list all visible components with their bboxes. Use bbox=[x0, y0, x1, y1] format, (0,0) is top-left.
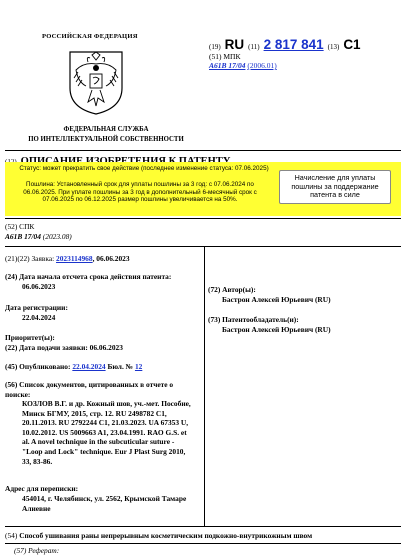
country-code: RU bbox=[224, 37, 245, 52]
term-start-value: 06.06.2023 bbox=[22, 282, 56, 291]
application-number-link[interactable]: 2023114968 bbox=[56, 254, 93, 263]
application-label: (21)(22) Заявка: bbox=[5, 254, 55, 263]
publication-date-link[interactable]: 22.04.2024 bbox=[72, 362, 106, 371]
cpc-code: A61B 17/04 bbox=[5, 232, 41, 241]
owner-value: Бастрон Алексей Юрьевич (RU) bbox=[222, 325, 331, 334]
term-start-label: (24) Дата начала отсчета срока действия патента: bbox=[5, 272, 172, 281]
cited-documents-text: КОЗЛОВ В.Г. и др. Кожный шов, уч.-мет. Пособие, Минск БГМУ, 2015, стр. 12. RU 2498782 C1, 20.11.2013. RU 2792244 C1, 21.03.2023. UA 67353 U, 10.02.2012. US 5009663 A1, 23.04.1991. RAO G.S. et al. A novel technique in the subcuticular suture - "Loop and Lock" technique. Eur J Plast Surg 2010, 33, 83-86. bbox=[22, 399, 191, 466]
cpc-year: (2023.08) bbox=[42, 232, 72, 241]
ipc-label: (51) МПК bbox=[209, 52, 241, 61]
publication-line bbox=[5, 362, 142, 372]
kind-code: C1 bbox=[343, 37, 361, 52]
code-13: (13) bbox=[327, 43, 340, 51]
cpc-line bbox=[5, 232, 72, 242]
author-label: (72) Автор(ы): bbox=[208, 285, 256, 294]
fee-text: Пошлина: Установленный срок для уплаты пошлины за 3 год: с 07.06.2024 по 06.06.2025. При уплате пошлины за 3 год в дополнительный 6-месячный срок с 07.06.2025 по 06.12.2025 размер пошлины увеличивается на 50%. bbox=[23, 181, 257, 204]
ipc-link[interactable]: A61B 17/04 bbox=[209, 61, 246, 70]
author-value: Бастрон Алексей Юрьевич (RU) bbox=[222, 295, 331, 304]
registration-value: 22.04.2024 bbox=[22, 313, 56, 322]
ipc-year: (2006.01) bbox=[247, 61, 277, 70]
priority-label: Приоритет(ы): bbox=[5, 333, 55, 342]
country-name: РОССИЙСКАЯ ФЕДЕРАЦИЯ bbox=[42, 33, 138, 40]
owner-label: (73) Патентообладатель(и): bbox=[208, 315, 299, 324]
cited-documents-label: (56) Список документов, цитированных в отчете о поиске: bbox=[5, 380, 174, 399]
address-label: Адрес для переписки: bbox=[5, 484, 79, 493]
registration-label: Дата регистрации: bbox=[5, 303, 68, 312]
coat-of-arms-emblem bbox=[66, 48, 126, 116]
status-box bbox=[5, 162, 401, 216]
code-11: (11) bbox=[248, 43, 260, 51]
publication-label: (45) Опубликовано: bbox=[5, 362, 71, 371]
agency-name: ФЕДЕРАЛЬНАЯ СЛУЖБА ПО ИНТЕЛЛЕКТУАЛЬНОЙ СОБСТВЕННОСТИ bbox=[28, 126, 184, 143]
bulletin-label: Бюл. № bbox=[107, 362, 134, 371]
fee-calculation-button[interactable]: Начисление для уплаты пошлины за поддержание патента в силе bbox=[279, 170, 391, 204]
bulletin-number-link[interactable]: 12 bbox=[134, 362, 143, 371]
abstract-label: (57) Реферат: bbox=[14, 546, 60, 555]
invention-title-line bbox=[5, 531, 312, 541]
patent-number-link[interactable]: 2 817 841 bbox=[263, 37, 324, 52]
status-text: Статус: может прекратить свое действие (последнее изменение статуса: 07.06.2025) bbox=[19, 165, 269, 172]
ipc-line bbox=[209, 61, 277, 70]
application-line bbox=[5, 254, 130, 264]
invention-title: Способ ушивания раны непрерывным косметическим подкожно-внутрикожным швом bbox=[19, 531, 313, 540]
application-date: , 06.06.2023 bbox=[92, 254, 130, 263]
code-19: (19) bbox=[209, 43, 221, 51]
address-value: 454014, г. Челябинск, ул. 2562, Крымской Тамаре Алиевне bbox=[22, 494, 187, 513]
filing-date: (22) Дата подачи заявки: 06.06.2023 bbox=[5, 343, 123, 352]
code-54: (54) bbox=[5, 531, 18, 540]
cpc-label: (52) СПК bbox=[5, 222, 35, 231]
